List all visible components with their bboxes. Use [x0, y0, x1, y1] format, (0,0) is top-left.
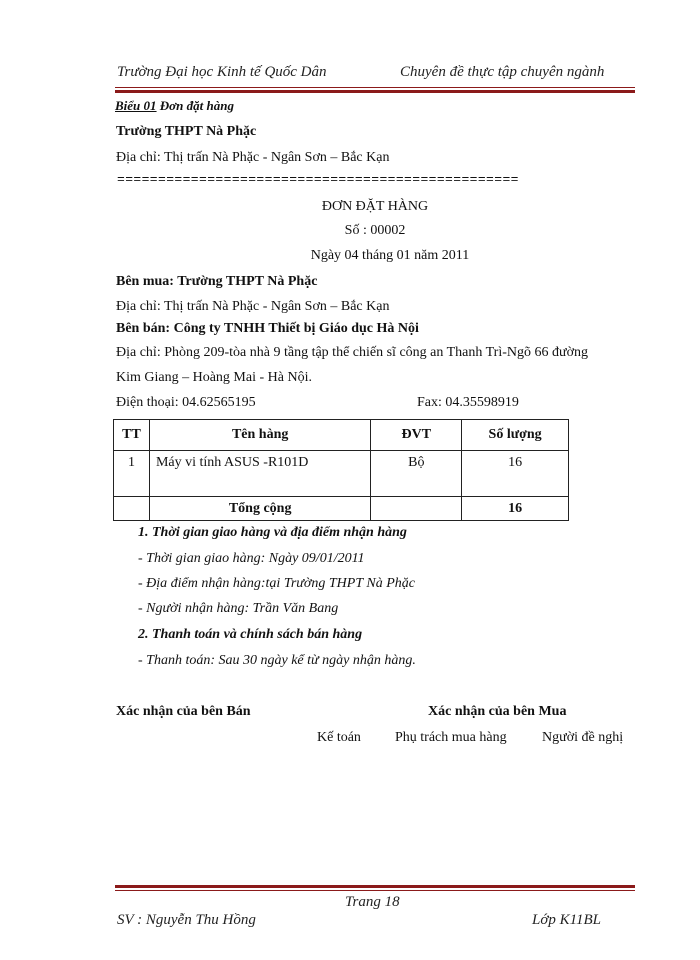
buyer-confirm: Xác nhận của bên Mua	[428, 704, 567, 719]
sig-purchasing: Phụ trách mua hàng	[395, 730, 507, 745]
cell-total-unit	[371, 497, 462, 521]
header-rule-thick	[115, 90, 635, 93]
cell-unit: Bộ	[371, 451, 462, 497]
footer-rule-thin	[115, 890, 635, 891]
col-header-unit: ĐVT	[371, 420, 462, 451]
doc-title: ĐƠN ĐẶT HÀNG	[321, 199, 429, 214]
seller-address-line2: Kim Giang – Hoàng Mai - Hà Nội.	[116, 370, 312, 385]
issuer-address: Địa chỉ: Thị trấn Nà Phặc - Ngân Sơn – Bắc Kạn	[116, 150, 390, 165]
sig-accountant: Kế toán	[317, 730, 361, 745]
delivery-place: - Địa điểm nhận hàng:tại Trường THPT Nà Phặc	[138, 576, 415, 591]
section2-title: 2. Thanh toán và chính sách bán hàng	[138, 627, 363, 642]
cell-tt: 1	[114, 451, 150, 497]
cell-total-label: Tổng cộng	[149, 497, 370, 521]
seller-fax: Fax: 04.35598919	[417, 395, 519, 410]
doc-number: Số : 00002	[344, 223, 406, 238]
cell-total-qty: 16	[462, 497, 569, 521]
seller-label: Bên bán:	[116, 321, 171, 336]
class-name: Lớp K11BL	[532, 912, 601, 928]
seller-phone: Điện thoại: 04.62565195	[116, 395, 256, 410]
form-label	[115, 98, 234, 114]
col-header-tt: TT	[114, 420, 150, 451]
buyer-name: Trường THPT Nà Phặc	[177, 274, 318, 289]
table-header-row	[114, 420, 569, 451]
student-name: SV : Nguyễn Thu Hồng	[117, 912, 256, 928]
issuer-name: Trường THPT Nà Phặc	[116, 124, 257, 139]
delivery-time: - Thời gian giao hàng: Ngày 09/01/2011	[138, 551, 365, 566]
payment-terms: - Thanh toán: Sau 30 ngày kể từ ngày nhận hàng.	[138, 653, 416, 668]
table-row	[114, 451, 569, 497]
receiver: - Người nhận hàng: Trần Văn Bang	[138, 601, 339, 616]
buyer-address: Địa chỉ: Thị trấn Nà Phặc - Ngân Sơn – Bắc Kạn	[116, 299, 390, 314]
header-university: Trường Đại học Kinh tế Quốc Dân	[117, 64, 327, 80]
seller-address-line1: Địa chỉ: Phòng 209-tòa nhà 9 tầng tập thể chiến sĩ công an Thanh Trì-Ngõ 66 đường	[116, 345, 589, 360]
doc-date: Ngày 04 tháng 01 năm 2011	[310, 248, 470, 263]
seller-name: Công ty TNHH Thiết bị Giáo dục Hà Nội	[173, 321, 419, 336]
cell-total-tt	[114, 497, 150, 521]
sig-requester: Người đề nghị	[542, 730, 624, 745]
form-label-prefix: Biểu 01	[115, 98, 157, 113]
buyer-line	[116, 274, 317, 290]
form-label-title: Đơn đặt hàng	[159, 98, 234, 113]
seller-line	[116, 321, 419, 337]
order-table	[113, 419, 569, 521]
header-rule-thin	[115, 87, 635, 88]
separator-line: =================================================	[117, 172, 519, 187]
cell-qty: 16	[462, 451, 569, 497]
page-number: Trang 18	[345, 894, 400, 910]
header-report-title: Chuyên đề thực tập chuyên ngành	[400, 64, 605, 80]
table-total-row	[114, 497, 569, 521]
footer-rule-thick	[115, 885, 635, 888]
buyer-label: Bên mua:	[116, 274, 174, 289]
col-header-qty: Số lượng	[462, 420, 569, 451]
section1-title: 1. Thời gian giao hàng và địa điểm nhận hàng	[138, 525, 407, 540]
seller-confirm: Xác nhận của bên Bán	[116, 704, 251, 719]
cell-name: Máy vi tính ASUS -R101D	[149, 451, 370, 497]
col-header-name: Tên hàng	[149, 420, 370, 451]
